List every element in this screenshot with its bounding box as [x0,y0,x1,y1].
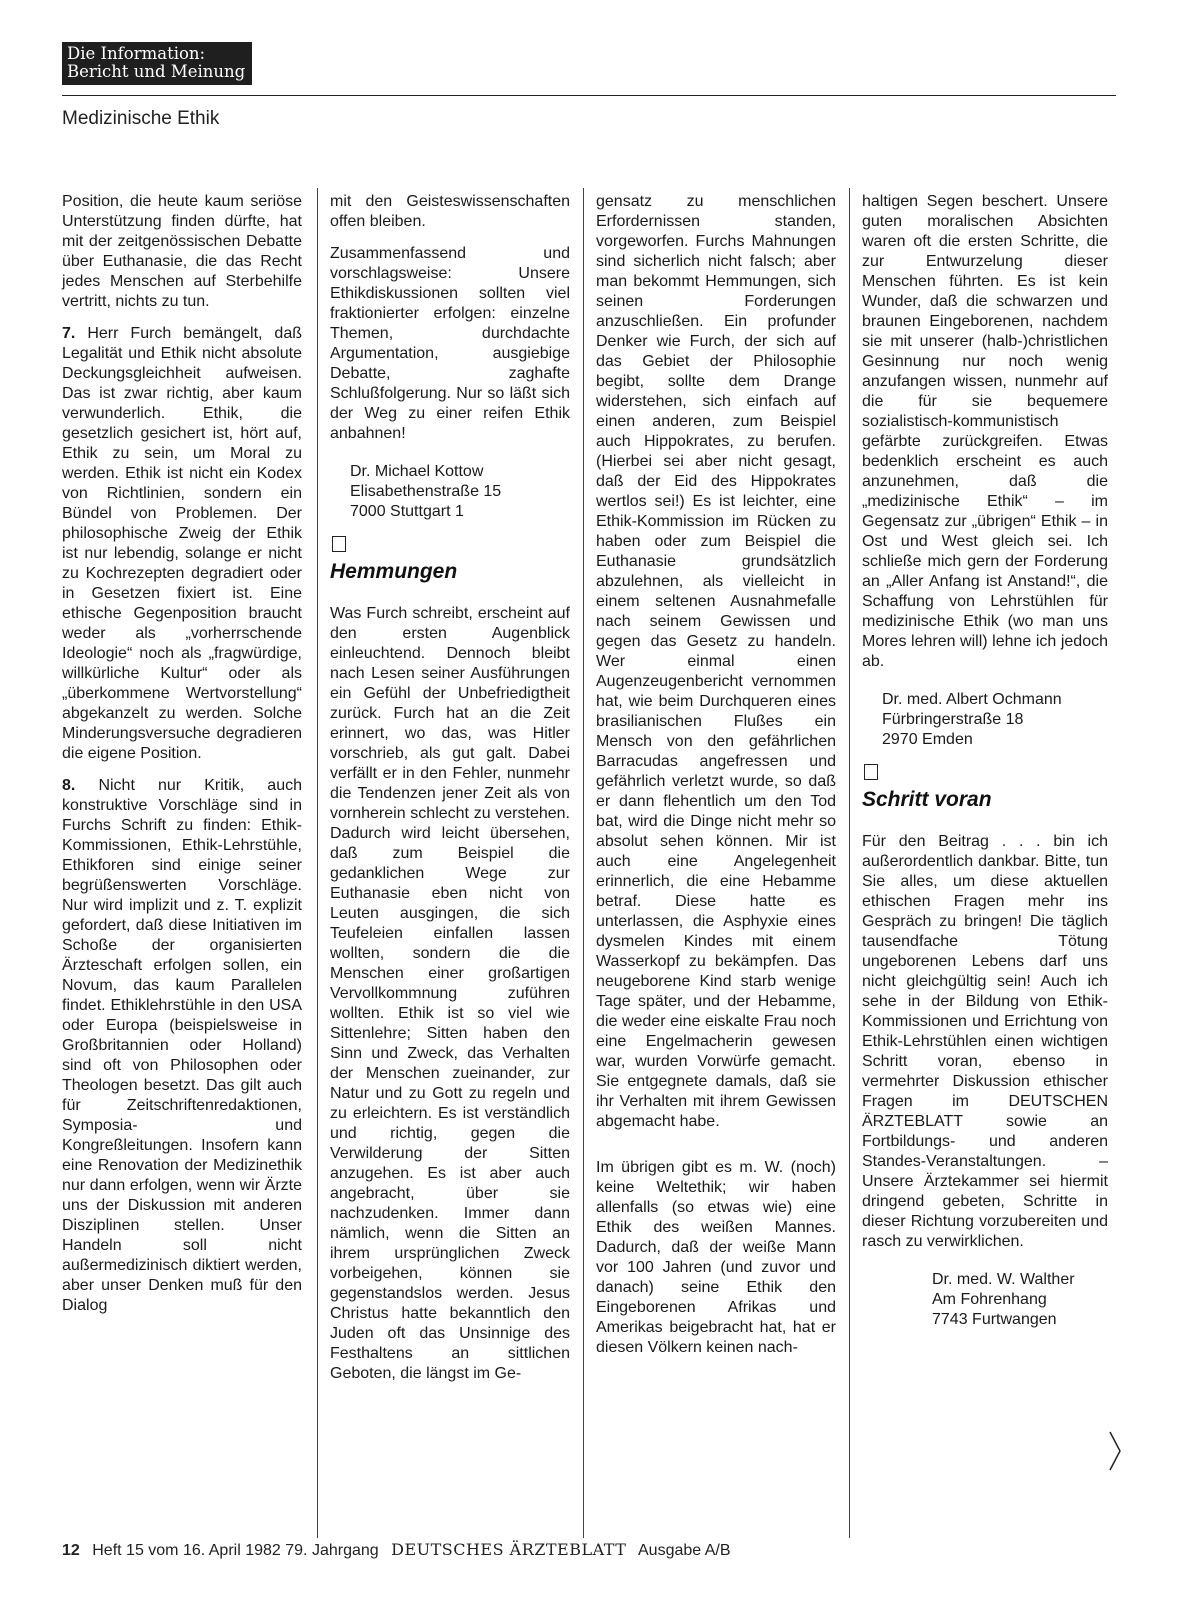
paragraph [62,324,302,764]
headline-schritt-voran: Schritt voran [862,788,992,811]
signature-city: 7743 Furtwangen [932,1311,1057,1328]
paragraph: Zusammenfassend und vorschlagsweise: Unsere Ethikdiskussionen sollten viel fraktionierter erfolgen: einzelne Themen, durchdachte Argumentation, ausgiebige Debatte, zaghafte Schlußfolgerung. Nur so läßt sich der Weg zu einer reifen Ethik anbahnen! [330,245,570,442]
paragraph-text: Nicht nur Kritik, auch konstruktive Vorschläge sind in Furchs Schrift zu finden: Ethik-Kommissionen, Ethik-Lehrstühle, Ethikforen sind einige seiner begrüßenswerten Vorschläge. Nur wird implizit und z. T. explizit gefordert, daß diese Initiativen im Schoße der organisierten Ärzteschaft erfolgen sollen, ein Novum, das kaum Parallelen findet. Ethiklehrstühle in den USA oder Europa (beispielsweise in Großbritannien oder Holland) sind oft von Philosophen oder Theologen besetzt. Das gilt auch für Zeitschriftenredaktionen, Symposia- und Kongreßleitungen. Insofern kann eine Renovation der Medizinethik nur dann erfolgen, wenn wir Ärzte uns der Diskussion mit anderen Disziplinen stellen. Unser Handeln soll nicht außermedizinisch diktiert werden, aber unser Denken muß für den Dialog [62,777,302,1314]
column-divider [317,188,318,1538]
paragraph: haltigen Segen beschert. Unsere guten moralischen Absichten waren oft die ersten Schritte, die zur Entwurzelung dieser Menschen führten. Es ist kein Wunder, daß die schwarzen und braunen Eingeborenen, nachdem sie mit unserer (halb-)christlichen Gesinnung nur noch wenig anzufangen wissen, nunmehr auf die für sie bequemere sozialistisch-kommunistisch gefärbte zurückgreifen. Etwas bedenklich erscheint es auch anzunehmen, daß die „medizinische Ethik“ – im Gegensatz zur „übrigen“ Ethik – in Ost und West gleich sei. Ich schließe mich gern der Forderung an „Aller Anfang ist Anstand!“, die Schaffung von Lehrstühlen für medizinische Ethik (wo man uns Mores lehren will) lehne ich jedoch ab. [862,193,1108,670]
column-4 [862,192,1108,1344]
paragraph: Im übrigen gibt es m. W. (noch) keine Weltethik; wir haben allenfalls (so etwas wie) eine Ethik des weißen Mannes. Dadurch, daß der weiße Mann vor 100 Jahren (und zuvor und danach) seine Ethik den Eingeborenen Afrikas und Amerikas beigebracht hat, hat er diesen Völkern keinen nach- [596,1159,836,1356]
signature-name: Dr. Michael Kottow [350,463,484,480]
signature-ochmann [882,690,1108,750]
rubric-line-1: Die Information: [67,44,206,63]
page-footer [62,1540,731,1560]
signature-city: 2970 Emden [882,731,973,748]
page-number: 12 [62,1542,80,1559]
section-title: Medizinische Ethik [62,108,220,129]
paragraph [62,776,302,1316]
signature-street: Elisabethenstraße 15 [350,483,502,500]
signature-street: Fürbringerstraße 18 [882,711,1024,728]
paragraph-text: Herr Furch bemängelt, daß Legalität und Ethik nicht absolute Deckungsgleichheit aufweisen. Das ist zwar richtig, aber kaum verwunderlich. Ethik, die gesetzlich gesichert ist, hört auf, Ethik zu sein, um Moral zu werden. Ethik ist nicht ein Kodex von Richtlinien, sondern ein Bündel von Problemen. Der philosophische Zweig der Ethik ist nur lebendig, solange er nicht zu Kochrezepten degradiert oder in Gesetzen fixiert ist. Eine ethische Gegenposition braucht weder als „vorherrschende Ideologie“ noch als „fragwürdige, willkürliche Kultur“ oder als „überkommene Wertvorstellung“ abgekanzelt zu werden. Solche Minderungsversuche degradieren die eigene Position. [62,325,302,762]
square-separator-icon [864,764,878,780]
paragraph: mit den Geisteswissenschaften offen bleiben. [330,193,570,230]
edition-info: Ausgabe A/B [638,1542,731,1559]
continue-arrow-icon [1108,1430,1122,1472]
square-separator-icon [332,536,346,552]
signature-name: Dr. med. W. Walther [932,1271,1075,1288]
column-3 [596,192,836,1370]
signature-city: 7000 Stuttgart 1 [350,503,464,520]
column-divider [849,188,850,1538]
issue-info: Heft 15 vom 16. April 1982 79. Jahrgang [92,1542,379,1559]
magazine-name: DEUTSCHES ÄRZTEBLATT [391,1540,627,1559]
signature-street: Am Fohrenhang [932,1291,1047,1308]
point-number: 7. [62,325,76,342]
column-divider [583,188,584,1538]
point-number: 8. [62,777,76,794]
paragraph: Position, die heute kaum seriöse Unterstützung finden dürfte, hat mit der zeitgenössischen Debatte über Euthanasie, die das Recht jedes Menschen auf Sterbehilfe vertritt, nichts zu tun. [62,193,302,310]
column-2 [330,192,570,1396]
paragraph: Was Furch schreibt, erscheint auf den ersten Augenblick einleuchtend. Dennoch bleibt nach Lesen seiner Ausführungen ein Gefühl der Unbefriedigtheit zurück. Furch hat an die Zeit erinnert, wo das, was Hitler vorschrieb, als gut galt. Dabei verfällt er in den Fehler, nunmehr die Tendenzen jener Zeit als von vornherein schlecht zu verstehen. Dadurch wird leicht übersehen, daß zum Beispiel die gedanklichen Wege zur Euthanasie eben nicht von Leuten ausgingen, die sich Teufeleien einfallen lassen wollten, sondern die die Menschen einer großartigen Vervollkommnung zuführen wollten. Ethik ist so viel wie Sittenlehre; Sitten haben den Sinn und Zweck, das Verhalten der Menschen zueinander, zur Natur und zu Gott zu regeln und zu erleichtern. Es ist verständlich und richtig, gegen die Verwilderung der Sitten anzugehen. Es ist aber auch angebracht, über sie nachzudenken. Immer dann nämlich, wenn die Sitten an ihrem ursprünglichen Zweck vorbeigehen, können sie gegenstandslos werden. Jesus Christus hatte bekanntlich den Juden oft das Unsinnige des Festhaltens an sittlichen Geboten, die längst im Ge- [330,605,570,1382]
signature-kottow [350,462,570,522]
paragraph: Für den Beitrag . . . bin ich außerordentlich dankbar. Bitte, tun Sie alles, um diese aktuellen ethischen Fragen mehr ins Gespräch zu bringen! Die täglich tausendfache Tötung ungeborenen Lebens darf uns nicht gleichgültig sein! Auch ich sehe in der Bildung von Ethik-Kommissionen und Errichtung von Ethik-Lehrstühlen einen wichtigen Schritt voran, ebenso in vermehrter Diskussion ethischer Fragen im DEUTSCHEN ÄRZTEBLATT sowie an Fortbildungs- und anderen Standes-Veranstaltungen. – Unsere Ärztekammer sei hiermit dringend gebeten, Schritte in dieser Richtung vorzubereiten und rasch zu verwirklichen. [862,833,1108,1250]
header-rule [62,95,1116,96]
rubric-tag [62,42,252,85]
rubric-line-2: Bericht und Meinung [67,62,246,81]
headline-hemmungen: Hemmungen [330,560,458,583]
signature-walther [932,1270,1108,1330]
signature-name: Dr. med. Albert Ochmann [882,691,1062,708]
paragraph: gensatz zu menschlichen Erfordernissen standen, vorgeworfen. Furchs Mahnungen sind sicherlich nicht falsch; aber man bekommt Hemmungen, sich seinen Forderungen anzuschließen. Ein profunder Denker wie Furch, der sich auf das Gebiet der Philosophie begibt, sollte dem Drange widerstehen, sich einfach auf einen anderen, zum Beispiel auch Hippokrates, zu berufen. (Hierbei sei aber nicht gesagt, daß der Eid des Hippokrates wertlos sei!) Es ist leichter, eine Ethik-Kommission im Rücken zu haben oder zum Beispiel die Euthanasie grundsätzlich abzulehnen, als vielleicht in einem seltenen Ausnahmefalle nach seinem Gewissen und gegen das Gesetz zu handeln. Wer einmal einen Augenzeugenbericht vernommen hat, wie beim Durchqueren eines brasilianischen Flußes ein Mensch von den gefährlichen Barracudas angefressen und gefährlich verletzt wurde, so daß er dann flehentlich um den Tod bat, wird die Dinge nicht mehr so absolut sehen können. Mir ist auch eine Angelegenheit erinnerlich, die eine Hebamme betraf. Diese hatte es unterlassen, die Asphyxie eines dysmelen Kindes mit einem Wasserkopf zu bekämpfen. Das neugeborene Kind starb wenige Tage später, und der Hebamme, die weder eine eiskalte Frau noch eine Engelmacherin gewesen war, wurden Vorwürfe gemacht. Sie entgegnete damals, daß sie ihr Verhalten mit ihrem Gewissen abgemacht habe. [596,193,836,1130]
column-1 [62,192,302,1328]
